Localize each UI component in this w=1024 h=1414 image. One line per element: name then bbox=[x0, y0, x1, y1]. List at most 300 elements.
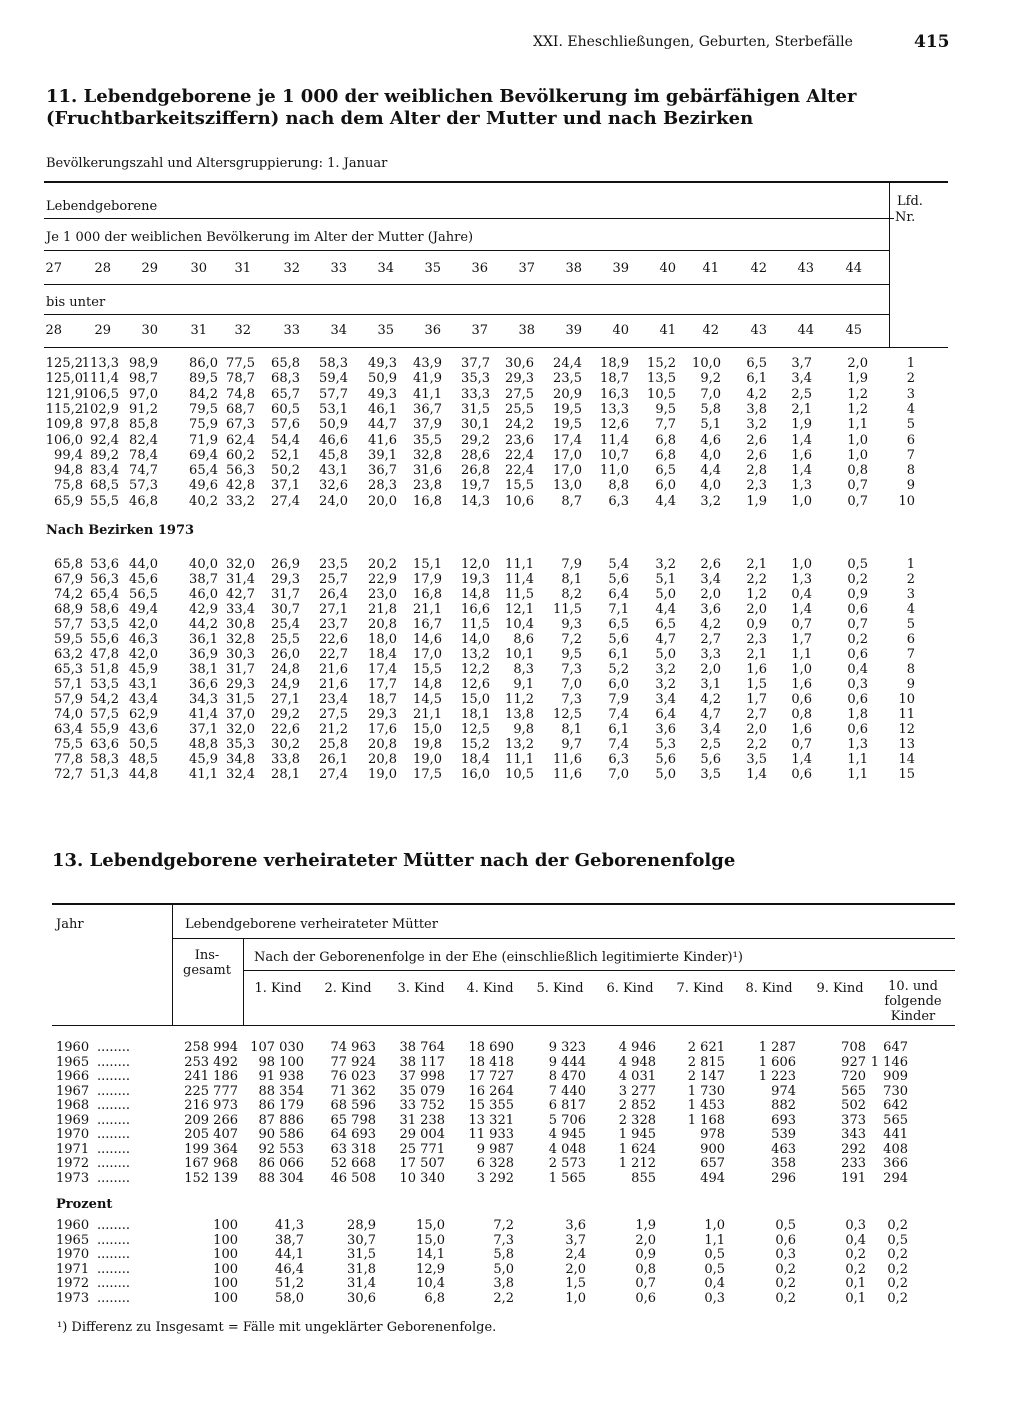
age-to-37: 37 bbox=[471, 323, 488, 338]
b1-r6-c1: 106,0 bbox=[45, 432, 83, 448]
t13pct-1960-c6: 3,6 bbox=[565, 1218, 586, 1233]
b1-r5-c17: 1,9 bbox=[791, 417, 812, 433]
b1-r8-c12: 17,0 bbox=[553, 463, 582, 479]
b1-r7-c8: 39,1 bbox=[368, 447, 397, 463]
b2-lfd-5: 5 bbox=[906, 617, 915, 632]
b2-r6-c18: 0,2 bbox=[847, 632, 868, 647]
b2-r11-c18: 1,8 bbox=[847, 707, 868, 722]
t13abs-1969-c3: 65 798 bbox=[330, 1112, 376, 1128]
b2-r13-c5: 35,3 bbox=[226, 737, 255, 752]
b1-r5-c1: 109,8 bbox=[45, 417, 83, 433]
t13pct-1965-c6: 3,7 bbox=[565, 1232, 586, 1248]
b1-r7-c15: 4,0 bbox=[700, 447, 721, 463]
t13pct-1960-c2: 41,3 bbox=[275, 1218, 304, 1233]
b2-r9-c12: 7,0 bbox=[561, 677, 582, 692]
b1-r9-c17: 1,3 bbox=[791, 478, 812, 494]
b1-r7-c2: 89,2 bbox=[90, 447, 119, 463]
b2-r5-c8: 20,8 bbox=[368, 617, 397, 632]
b2-r9-c2: 53,5 bbox=[90, 677, 119, 692]
b1-r6-c13: 11,4 bbox=[600, 432, 629, 448]
b1-r2-c13: 18,7 bbox=[600, 371, 629, 387]
b2-r12-c8: 17,6 bbox=[368, 722, 397, 737]
t13pct-dots-1973: ........ bbox=[97, 1290, 131, 1306]
b1-r3-c3: 97,0 bbox=[129, 386, 158, 402]
head-insgesamt-line2: gesamt bbox=[183, 963, 231, 978]
b2-r6-c7: 22,6 bbox=[319, 632, 348, 647]
b1-r6-c7: 46,6 bbox=[319, 432, 348, 448]
footnote: ¹) Differenz zu Insgesamt = Fälle mit ungeklärter Geborenenfolge. bbox=[57, 1320, 497, 1335]
b1-r5-c2: 97,8 bbox=[90, 417, 119, 433]
t13abs-dots-1972: ........ bbox=[97, 1156, 131, 1171]
t13abs-1966-c5: 17 727 bbox=[468, 1069, 514, 1084]
b2-r11-c16: 2,7 bbox=[746, 707, 767, 722]
t13abs-1972-c3: 52 668 bbox=[330, 1156, 376, 1171]
b1-r7-c1: 99,4 bbox=[54, 447, 83, 463]
head-10-line3: Kinder bbox=[890, 1009, 936, 1024]
b2-r6-c5: 32,8 bbox=[226, 632, 255, 647]
t13abs-1960-c9: 1 287 bbox=[758, 1040, 796, 1055]
b1-r8-c14: 6,5 bbox=[655, 463, 676, 479]
t13abs-1970-c4: 29 004 bbox=[399, 1127, 445, 1142]
b2-r11-c14: 6,4 bbox=[655, 707, 676, 722]
head-kind-7: 7. Kind bbox=[676, 981, 724, 996]
b2-r13-c12: 9,7 bbox=[561, 737, 582, 752]
t13pct-1965-c3: 30,7 bbox=[347, 1232, 376, 1248]
b2-r2-c13: 5,6 bbox=[608, 572, 629, 587]
b2-r14-c12: 11,6 bbox=[553, 752, 582, 767]
table13-title: 13. Lebendgeborene verheirateter Mütter nach der Geborenenfolge bbox=[52, 850, 736, 871]
b1-r8-c8: 36,7 bbox=[368, 463, 397, 479]
b2-r13-c10: 15,2 bbox=[461, 737, 490, 752]
b1-r1-c3: 98,9 bbox=[129, 356, 158, 371]
t13pct-1971-c10: 0,2 bbox=[845, 1261, 866, 1277]
t13abs-1965-c7: 4 948 bbox=[618, 1054, 656, 1070]
table11-title bbox=[46, 86, 856, 130]
t13abs-1973-c8: 494 bbox=[700, 1170, 725, 1186]
b1-r10-c2: 55,5 bbox=[90, 493, 119, 509]
b2-r3-c16: 1,2 bbox=[746, 587, 767, 602]
b1-r2-c2: 111,4 bbox=[81, 371, 119, 387]
b2-r2-c11: 11,4 bbox=[505, 572, 534, 587]
t13pct-year-1971: 1971 bbox=[56, 1261, 90, 1277]
b1-r2-c8: 50,9 bbox=[368, 371, 397, 387]
t13abs-1973-c11: 294 bbox=[883, 1170, 908, 1186]
t13pct-1970-c2: 44,1 bbox=[275, 1247, 304, 1262]
b2-r5-c14: 6,5 bbox=[655, 617, 676, 632]
b1-r10-c11: 10,6 bbox=[505, 493, 534, 509]
t13pct-1970-c4: 14,1 bbox=[416, 1247, 445, 1262]
t13abs-year-1966: 1966 bbox=[56, 1069, 90, 1084]
b1-lfd-10: 10 bbox=[898, 493, 915, 509]
t13abs-1972-c11: 366 bbox=[883, 1156, 908, 1171]
b2-r14-c4: 45,9 bbox=[189, 752, 218, 767]
b2-r11-c11: 13,8 bbox=[505, 707, 534, 722]
b2-r9-c8: 17,7 bbox=[368, 677, 397, 692]
t13abs-1966-c4: 37 998 bbox=[399, 1069, 445, 1084]
b2-r5-c13: 6,5 bbox=[608, 617, 629, 632]
age-to-41: 41 bbox=[659, 323, 676, 338]
b2-r8-c8: 17,4 bbox=[368, 662, 397, 677]
age-from-30: 30 bbox=[190, 261, 207, 276]
t13pct-1960-c4: 15,0 bbox=[416, 1218, 445, 1233]
t13abs-1971-c10: 292 bbox=[841, 1141, 866, 1157]
t13abs-1968-c4: 33 752 bbox=[399, 1098, 445, 1113]
b1-r10-c6: 27,4 bbox=[271, 493, 300, 509]
b1-r7-c10: 28,6 bbox=[461, 447, 490, 463]
b2-lfd-15: 15 bbox=[898, 767, 915, 782]
b2-r10-c14: 3,4 bbox=[655, 692, 676, 707]
t13pct-1960-c8: 1,0 bbox=[704, 1218, 725, 1233]
b2-r2-c3: 45,6 bbox=[129, 572, 158, 587]
b2-r5-c15: 4,2 bbox=[700, 617, 721, 632]
b1-r4-c16: 3,8 bbox=[746, 401, 767, 417]
b2-r9-c9: 14,8 bbox=[413, 677, 442, 692]
b2-r11-c12: 12,5 bbox=[553, 707, 582, 722]
t13abs-1971-c3: 63 318 bbox=[330, 1141, 376, 1157]
b2-r8-c2: 51,8 bbox=[90, 662, 119, 677]
t13pct-1972-c10: 0,1 bbox=[845, 1276, 866, 1291]
b2-r1-c15: 2,6 bbox=[700, 557, 721, 572]
b2-r14-c13: 6,3 bbox=[608, 752, 629, 767]
b1-lfd-7: 7 bbox=[906, 447, 915, 463]
b2-lfd-4: 4 bbox=[906, 602, 915, 617]
b1-r1-c16: 6,5 bbox=[746, 356, 767, 371]
rule-under-main-head bbox=[172, 938, 955, 939]
b2-r10-c6: 27,1 bbox=[271, 692, 300, 707]
b1-r3-c2: 106,5 bbox=[81, 386, 119, 402]
t13abs-1968-c10: 502 bbox=[841, 1098, 866, 1113]
b2-r10-c11: 11,2 bbox=[505, 692, 534, 707]
t13pct-1965-c7: 2,0 bbox=[635, 1232, 656, 1248]
b2-r3-c4: 46,0 bbox=[189, 587, 218, 602]
b2-r6-c4: 36,1 bbox=[189, 632, 218, 647]
b1-r4-c9: 36,7 bbox=[413, 401, 442, 417]
head-lebendgeborene: Lebendgeborene bbox=[46, 199, 158, 214]
b2-r4-c18: 0,6 bbox=[847, 602, 868, 617]
t13abs-1968-c11: 642 bbox=[883, 1098, 908, 1113]
b1-r8-c9: 31,6 bbox=[413, 463, 442, 479]
t13pct-1972-c11: 0,2 bbox=[887, 1276, 908, 1291]
b2-r2-c2: 56,3 bbox=[90, 572, 119, 587]
b1-r7-c14: 6,8 bbox=[655, 447, 676, 463]
b1-r2-c18: 1,9 bbox=[847, 371, 868, 387]
b1-r9-c15: 4,0 bbox=[700, 478, 721, 494]
t13pct-1965-c5: 7,3 bbox=[493, 1232, 514, 1248]
b1-r8-c18: 0,8 bbox=[847, 463, 868, 479]
t13abs-1967-c5: 16 264 bbox=[468, 1083, 514, 1099]
b1-r6-c10: 29,2 bbox=[461, 432, 490, 448]
age-from-36: 36 bbox=[471, 261, 488, 276]
t13abs-1967-c6: 7 440 bbox=[548, 1083, 586, 1099]
b1-r4-c12: 19,5 bbox=[553, 401, 582, 417]
b2-r1-c3: 44,0 bbox=[129, 557, 158, 572]
t13pct-1972-c9: 0,2 bbox=[775, 1276, 796, 1291]
t13pct-1971-c7: 0,8 bbox=[635, 1261, 656, 1277]
b1-r3-c13: 16,3 bbox=[600, 386, 629, 402]
t13abs-1969-c4: 31 238 bbox=[399, 1112, 445, 1128]
b1-r3-c9: 41,1 bbox=[413, 386, 442, 402]
b2-r15-c15: 3,5 bbox=[700, 767, 721, 782]
b2-r8-c13: 5,2 bbox=[608, 662, 629, 677]
b2-r13-c11: 13,2 bbox=[505, 737, 534, 752]
b1-r2-c17: 3,4 bbox=[791, 371, 812, 387]
t13pct-1965-c10: 0,4 bbox=[845, 1232, 866, 1248]
b2-r7-c12: 9,5 bbox=[561, 647, 582, 662]
b1-r8-c4: 65,4 bbox=[189, 463, 218, 479]
b2-r13-c17: 0,7 bbox=[791, 737, 812, 752]
b2-r15-c10: 16,0 bbox=[461, 767, 490, 782]
b1-r2-c10: 35,3 bbox=[461, 371, 490, 387]
t13abs-1960-c11: 647 bbox=[883, 1040, 908, 1055]
b1-lfd-5: 5 bbox=[906, 417, 915, 433]
b1-r3-c5: 74,8 bbox=[226, 386, 255, 402]
b2-r10-c13: 7,9 bbox=[608, 692, 629, 707]
b2-r9-c18: 0,3 bbox=[847, 677, 868, 692]
b2-r8-c14: 3,2 bbox=[655, 662, 676, 677]
b1-r3-c14: 10,5 bbox=[647, 386, 676, 402]
age-to-35: 35 bbox=[377, 323, 394, 338]
b2-r2-c4: 38,7 bbox=[189, 572, 218, 587]
t13pct-1971-c1: 100 bbox=[213, 1261, 238, 1277]
b2-lfd-8: 8 bbox=[906, 662, 915, 677]
t13abs-1968-c2: 86 179 bbox=[258, 1098, 304, 1113]
t13abs-1968-c6: 6 817 bbox=[548, 1098, 586, 1113]
t13pct-1965-c9: 0,6 bbox=[775, 1232, 796, 1248]
b1-r6-c4: 71,9 bbox=[189, 432, 218, 448]
t13pct-1971-c4: 12,9 bbox=[416, 1261, 445, 1277]
b2-r9-c15: 3,1 bbox=[700, 677, 721, 692]
b2-r13-c14: 5,3 bbox=[655, 737, 676, 752]
age-from-33: 33 bbox=[330, 261, 347, 276]
b2-r4-c2: 58,6 bbox=[90, 602, 119, 617]
b2-lfd-1: 1 bbox=[906, 557, 915, 572]
b1-r3-c16: 4,2 bbox=[746, 386, 767, 402]
b2-r15-c18: 1,1 bbox=[847, 767, 868, 782]
b1-r10-c14: 4,4 bbox=[655, 493, 676, 509]
b1-r10-c16: 1,9 bbox=[746, 493, 767, 509]
b1-r5-c4: 75,9 bbox=[189, 417, 218, 433]
b2-r6-c10: 14,0 bbox=[461, 632, 490, 647]
t13abs-1968-c3: 68 596 bbox=[330, 1098, 376, 1113]
b2-r8-c15: 2,0 bbox=[700, 662, 721, 677]
b1-r9-c10: 19,7 bbox=[461, 478, 490, 494]
b1-r6-c15: 4,6 bbox=[700, 432, 721, 448]
b2-r9-c10: 12,6 bbox=[461, 677, 490, 692]
t13abs-year-1971: 1971 bbox=[56, 1141, 90, 1157]
b2-r15-c9: 17,5 bbox=[413, 767, 442, 782]
b2-r1-c7: 23,5 bbox=[319, 557, 348, 572]
head-bis-unter: bis unter bbox=[46, 295, 106, 310]
b1-r4-c7: 53,1 bbox=[319, 401, 348, 417]
t13abs-1966-c7: 4 031 bbox=[618, 1069, 656, 1084]
t13pct-1973-c6: 1,0 bbox=[565, 1290, 586, 1306]
b2-r9-c5: 29,3 bbox=[226, 677, 255, 692]
b1-r5-c5: 67,3 bbox=[226, 417, 255, 433]
t13abs-1965-c4: 38 117 bbox=[399, 1054, 445, 1070]
b1-r3-c15: 7,0 bbox=[700, 386, 721, 402]
b1-r7-c16: 2,6 bbox=[746, 447, 767, 463]
b2-r1-c6: 26,9 bbox=[271, 557, 300, 572]
b1-lfd-4: 4 bbox=[906, 401, 915, 417]
b1-r6-c2: 92,4 bbox=[90, 432, 119, 448]
b2-r5-c17: 0,7 bbox=[791, 617, 812, 632]
b1-r9-c12: 13,0 bbox=[553, 478, 582, 494]
b2-lfd-6: 6 bbox=[906, 632, 915, 647]
b2-r11-c3: 62,9 bbox=[129, 707, 158, 722]
t13pct-1972-c7: 0,7 bbox=[635, 1276, 656, 1291]
b1-r4-c3: 91,2 bbox=[129, 401, 158, 417]
b1-r9-c7: 32,6 bbox=[319, 478, 348, 494]
b1-r6-c12: 17,4 bbox=[553, 432, 582, 448]
b2-r15-c3: 44,8 bbox=[129, 767, 158, 782]
head-insgesamt bbox=[176, 948, 238, 978]
b2-r12-c1: 63,4 bbox=[54, 722, 83, 737]
t13abs-1967-c11: 730 bbox=[883, 1083, 908, 1099]
b2-r6-c17: 1,7 bbox=[791, 632, 812, 647]
b2-r7-c11: 10,1 bbox=[505, 647, 534, 662]
t13pct-1973-c2: 58,0 bbox=[275, 1290, 304, 1306]
b2-r3-c17: 0,4 bbox=[791, 587, 812, 602]
b2-r8-c17: 1,0 bbox=[791, 662, 812, 677]
b1-r2-c14: 13,5 bbox=[647, 371, 676, 387]
b2-r5-c18: 0,7 bbox=[847, 617, 868, 632]
b2-r1-c4: 40,0 bbox=[189, 557, 218, 572]
b2-r2-c9: 17,9 bbox=[413, 572, 442, 587]
b2-r12-c3: 43,6 bbox=[129, 722, 158, 737]
t13pct-1972-c5: 3,8 bbox=[493, 1276, 514, 1291]
age-from-41: 41 bbox=[702, 261, 719, 276]
lfd-column-divider bbox=[889, 181, 890, 347]
b2-r6-c16: 2,3 bbox=[746, 632, 767, 647]
age-from-29: 29 bbox=[141, 261, 158, 276]
t13abs-dots-1960: ........ bbox=[97, 1040, 131, 1055]
b1-r2-c1: 125,0 bbox=[45, 371, 83, 387]
b2-lfd-13: 13 bbox=[898, 737, 915, 752]
b1-r7-c7: 45,8 bbox=[319, 447, 348, 463]
b2-r11-c7: 27,5 bbox=[319, 707, 348, 722]
t13pct-1973-c8: 0,3 bbox=[704, 1290, 725, 1306]
b2-r3-c3: 56,5 bbox=[129, 587, 158, 602]
b2-r2-c18: 0,2 bbox=[847, 572, 868, 587]
b1-r7-c13: 10,7 bbox=[600, 447, 629, 463]
t13pct-1971-c8: 0,5 bbox=[704, 1261, 725, 1277]
t13abs-1971-c7: 1 624 bbox=[618, 1141, 656, 1157]
age-to-32: 32 bbox=[234, 323, 251, 338]
t13abs-1966-c9: 1 223 bbox=[758, 1069, 796, 1084]
b2-r14-c15: 5,6 bbox=[700, 752, 721, 767]
b1-r8-c10: 26,8 bbox=[461, 463, 490, 479]
b2-r4-c4: 42,9 bbox=[189, 602, 218, 617]
b1-r4-c11: 25,5 bbox=[505, 401, 534, 417]
b1-r4-c4: 79,5 bbox=[189, 401, 218, 417]
b2-r12-c5: 32,0 bbox=[226, 722, 255, 737]
t13abs-1971-c11: 408 bbox=[883, 1141, 908, 1157]
age-from-32: 32 bbox=[283, 261, 300, 276]
b1-r1-c13: 18,9 bbox=[600, 356, 629, 371]
running-header: XXI. Eheschließungen, Geburten, Sterbefälle bbox=[533, 34, 853, 50]
b1-r8-c11: 22,4 bbox=[505, 463, 534, 479]
b2-r12-c7: 21,2 bbox=[319, 722, 348, 737]
b1-r8-c2: 83,4 bbox=[90, 463, 119, 479]
b2-r12-c4: 37,1 bbox=[189, 722, 218, 737]
b2-r10-c16: 1,7 bbox=[746, 692, 767, 707]
t13abs-1972-c6: 2 573 bbox=[548, 1156, 586, 1171]
b1-r5-c6: 57,6 bbox=[271, 417, 300, 433]
b1-r2-c16: 6,1 bbox=[746, 371, 767, 387]
b2-r4-c14: 4,4 bbox=[655, 602, 676, 617]
t13abs-1968-c1: 216 973 bbox=[184, 1098, 238, 1113]
b1-r1-c1: 125,2 bbox=[45, 356, 83, 371]
b2-r14-c7: 26,1 bbox=[319, 752, 348, 767]
t13abs-year-1965: 1965 bbox=[56, 1054, 90, 1070]
b1-r2-c12: 23,5 bbox=[553, 371, 582, 387]
head-jahr: Jahr bbox=[56, 917, 84, 932]
b1-r1-c5: 77,5 bbox=[226, 356, 255, 371]
b2-lfd-14: 14 bbox=[898, 752, 915, 767]
t13abs-dots-1973: ........ bbox=[97, 1170, 131, 1186]
b1-r1-c17: 3,7 bbox=[791, 356, 812, 371]
t13abs-1971-c5: 9 987 bbox=[476, 1141, 514, 1157]
age-from-38: 38 bbox=[565, 261, 582, 276]
b1-r10-c3: 46,8 bbox=[129, 493, 158, 509]
b2-r4-c9: 21,1 bbox=[413, 602, 442, 617]
t13abs-year-1968: 1968 bbox=[56, 1098, 90, 1113]
age-from-44: 44 bbox=[845, 261, 862, 276]
b2-r8-c18: 0,4 bbox=[847, 662, 868, 677]
b1-r4-c17: 2,1 bbox=[791, 401, 812, 417]
age-to-40: 40 bbox=[612, 323, 629, 338]
b1-r1-c6: 65,8 bbox=[271, 356, 300, 371]
t13abs-1973-c4: 10 340 bbox=[399, 1170, 445, 1186]
b1-r8-c3: 74,7 bbox=[129, 463, 158, 479]
t13abs-1972-c8: 657 bbox=[700, 1156, 725, 1171]
b1-r7-c4: 69,4 bbox=[189, 447, 218, 463]
t13abs-year-1969: 1969 bbox=[56, 1112, 90, 1128]
b2-r11-c2: 57,5 bbox=[90, 707, 119, 722]
age-from-43: 43 bbox=[797, 261, 814, 276]
b2-r3-c1: 74,2 bbox=[54, 587, 83, 602]
b1-r5-c12: 19,5 bbox=[553, 417, 582, 433]
b1-r8-c16: 2,8 bbox=[746, 463, 767, 479]
b1-r5-c15: 5,1 bbox=[700, 417, 721, 433]
b2-r7-c6: 26,0 bbox=[271, 647, 300, 662]
b1-r3-c10: 33,3 bbox=[461, 386, 490, 402]
b2-r10-c10: 15,0 bbox=[461, 692, 490, 707]
t13pct-1972-c8: 0,4 bbox=[704, 1276, 725, 1291]
b2-r12-c18: 0,6 bbox=[847, 722, 868, 737]
head-10-line1: 10. und bbox=[888, 979, 938, 994]
t13pct-1970-c7: 0,9 bbox=[635, 1247, 656, 1262]
b2-r7-c8: 18,4 bbox=[368, 647, 397, 662]
t13abs-1969-c5: 13 321 bbox=[468, 1112, 514, 1128]
t13abs-1973-c9: 296 bbox=[771, 1170, 796, 1186]
t13abs-1972-c7: 1 212 bbox=[618, 1156, 656, 1171]
age-to-44: 44 bbox=[797, 323, 814, 338]
table11-title-line2: (Fruchtbarkeitsziffern) nach dem Alter der Mutter und nach Bezirken bbox=[46, 108, 754, 129]
b2-r14-c1: 77,8 bbox=[54, 752, 83, 767]
t13pct-1970-c10: 0,2 bbox=[845, 1247, 866, 1262]
b2-r14-c5: 34,8 bbox=[226, 752, 255, 767]
b2-r3-c6: 31,7 bbox=[271, 587, 300, 602]
head-10-line2: folgende bbox=[884, 994, 942, 1009]
age-from-27: 27 bbox=[45, 261, 62, 276]
b1-lfd-1: 1 bbox=[906, 356, 915, 371]
t13abs-1972-c2: 86 066 bbox=[258, 1156, 304, 1171]
t13pct-1970-c3: 31,5 bbox=[347, 1247, 376, 1262]
head-kind-5: 5. Kind bbox=[536, 981, 584, 996]
b2-r5-c11: 10,4 bbox=[505, 617, 534, 632]
t13abs-1969-c8: 1 168 bbox=[687, 1112, 725, 1128]
